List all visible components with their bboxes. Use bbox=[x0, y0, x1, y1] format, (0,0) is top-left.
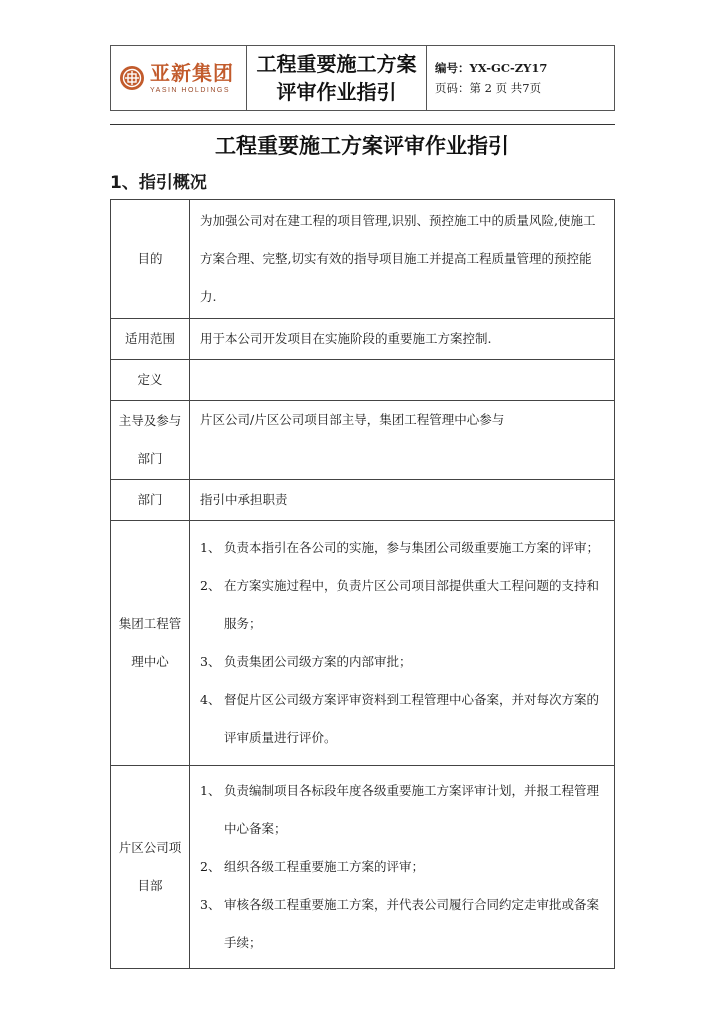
company-logo-icon bbox=[119, 65, 145, 91]
overview-table bbox=[110, 199, 615, 969]
table-row bbox=[111, 200, 615, 319]
list-item-text: 负责编制项目各标段年度各级重要施工方案评审计划，并报工程管理中心备案； bbox=[224, 783, 600, 836]
list-item-number: 4、 bbox=[200, 692, 221, 707]
group-center-duties bbox=[190, 521, 615, 766]
header-divider bbox=[110, 124, 615, 125]
table-row bbox=[111, 521, 615, 766]
page-number: 页码：第 2 页 共7页 bbox=[435, 81, 542, 95]
list-item bbox=[200, 886, 604, 962]
list-item-text: 负责集团公司级方案的内部审批； bbox=[224, 654, 412, 669]
lead-dept-label-line-2: 部门 bbox=[137, 451, 163, 466]
list-item-text: 负责本指引在各公司的实施，参与集团公司级重要施工方案的评审； bbox=[224, 540, 600, 555]
list-item bbox=[200, 772, 604, 848]
dept-text: 指引中承担职责 bbox=[190, 480, 615, 521]
header-title-line-1: 工程重要施工方案 bbox=[256, 52, 417, 76]
list-item-number: 3、 bbox=[200, 654, 221, 669]
list-item bbox=[200, 681, 604, 757]
list-item-number: 3、 bbox=[200, 897, 221, 912]
document-code: 编号：YX-GC-ZY17 bbox=[435, 61, 548, 75]
document-header bbox=[110, 45, 615, 111]
page-title: 工程重要施工方案评审作业指引 bbox=[215, 134, 509, 158]
lead-dept-text: 片区公司/片区公司项目部主导，集团工程管理中心参与 bbox=[190, 401, 615, 480]
table-row bbox=[111, 360, 615, 401]
scope-text: 用于本公司开发项目在实施阶段的重要施工方案控制. bbox=[190, 319, 615, 360]
company-logo bbox=[111, 46, 247, 110]
list-item-number: 2、 bbox=[200, 578, 221, 593]
section-title: 1、指引概况 bbox=[110, 173, 207, 193]
regional-project-duties bbox=[190, 766, 615, 969]
header-title bbox=[247, 46, 427, 110]
table-row bbox=[111, 401, 615, 480]
list-item-number: 1、 bbox=[200, 783, 221, 798]
list-item-text: 审核各级工程重要施工方案，并代表公司履行合同约定走审批或备案手续； bbox=[224, 897, 600, 950]
regional-project-label bbox=[111, 766, 190, 969]
table-row bbox=[111, 480, 615, 521]
list-item-text: 组织各级工程重要施工方案的评审； bbox=[224, 859, 425, 874]
purpose-label: 目的 bbox=[111, 200, 190, 319]
table-row bbox=[111, 766, 615, 969]
lead-dept-label bbox=[111, 401, 190, 480]
definition-label: 定义 bbox=[111, 360, 190, 401]
logo-chinese-text: 亚新集团 bbox=[150, 60, 234, 85]
group-center-label bbox=[111, 521, 190, 766]
header-title-line-2: 评审作业指引 bbox=[276, 80, 397, 104]
purpose-text: 为加强公司对在建工程的项目管理,识别、预控施工中的质量风险,使施工方案合理、完整,切实有效的指导项目施工并提高工程质量管理的预控能力. bbox=[190, 200, 615, 319]
logo-english-text: YASIN HOLDINGS bbox=[150, 86, 230, 94]
header-info bbox=[427, 46, 614, 110]
regional-project-label-line-1: 片区公司项 bbox=[118, 840, 182, 855]
group-center-label-line-1: 集团工程管 bbox=[118, 616, 182, 631]
list-item bbox=[200, 848, 604, 886]
definition-text bbox=[190, 360, 615, 401]
list-item-number: 1、 bbox=[200, 540, 221, 555]
list-item-number: 2、 bbox=[200, 859, 221, 874]
group-center-label-line-2: 理中心 bbox=[131, 654, 169, 669]
lead-dept-label-line-1: 主导及参与 bbox=[118, 413, 182, 428]
list-item bbox=[200, 643, 604, 681]
table-row bbox=[111, 319, 615, 360]
list-item-text: 督促片区公司级方案评审资料到工程管理中心备案，并对每次方案的评审质量进行评价。 bbox=[224, 692, 600, 745]
list-item-text: 在方案实施过程中，负责片区公司项目部提供重大工程问题的支持和服务； bbox=[224, 578, 600, 631]
regional-project-label-line-2: 目部 bbox=[137, 878, 163, 893]
scope-label: 适用范围 bbox=[111, 319, 190, 360]
list-item bbox=[200, 567, 604, 643]
list-item bbox=[200, 529, 604, 567]
dept-label: 部门 bbox=[111, 480, 190, 521]
